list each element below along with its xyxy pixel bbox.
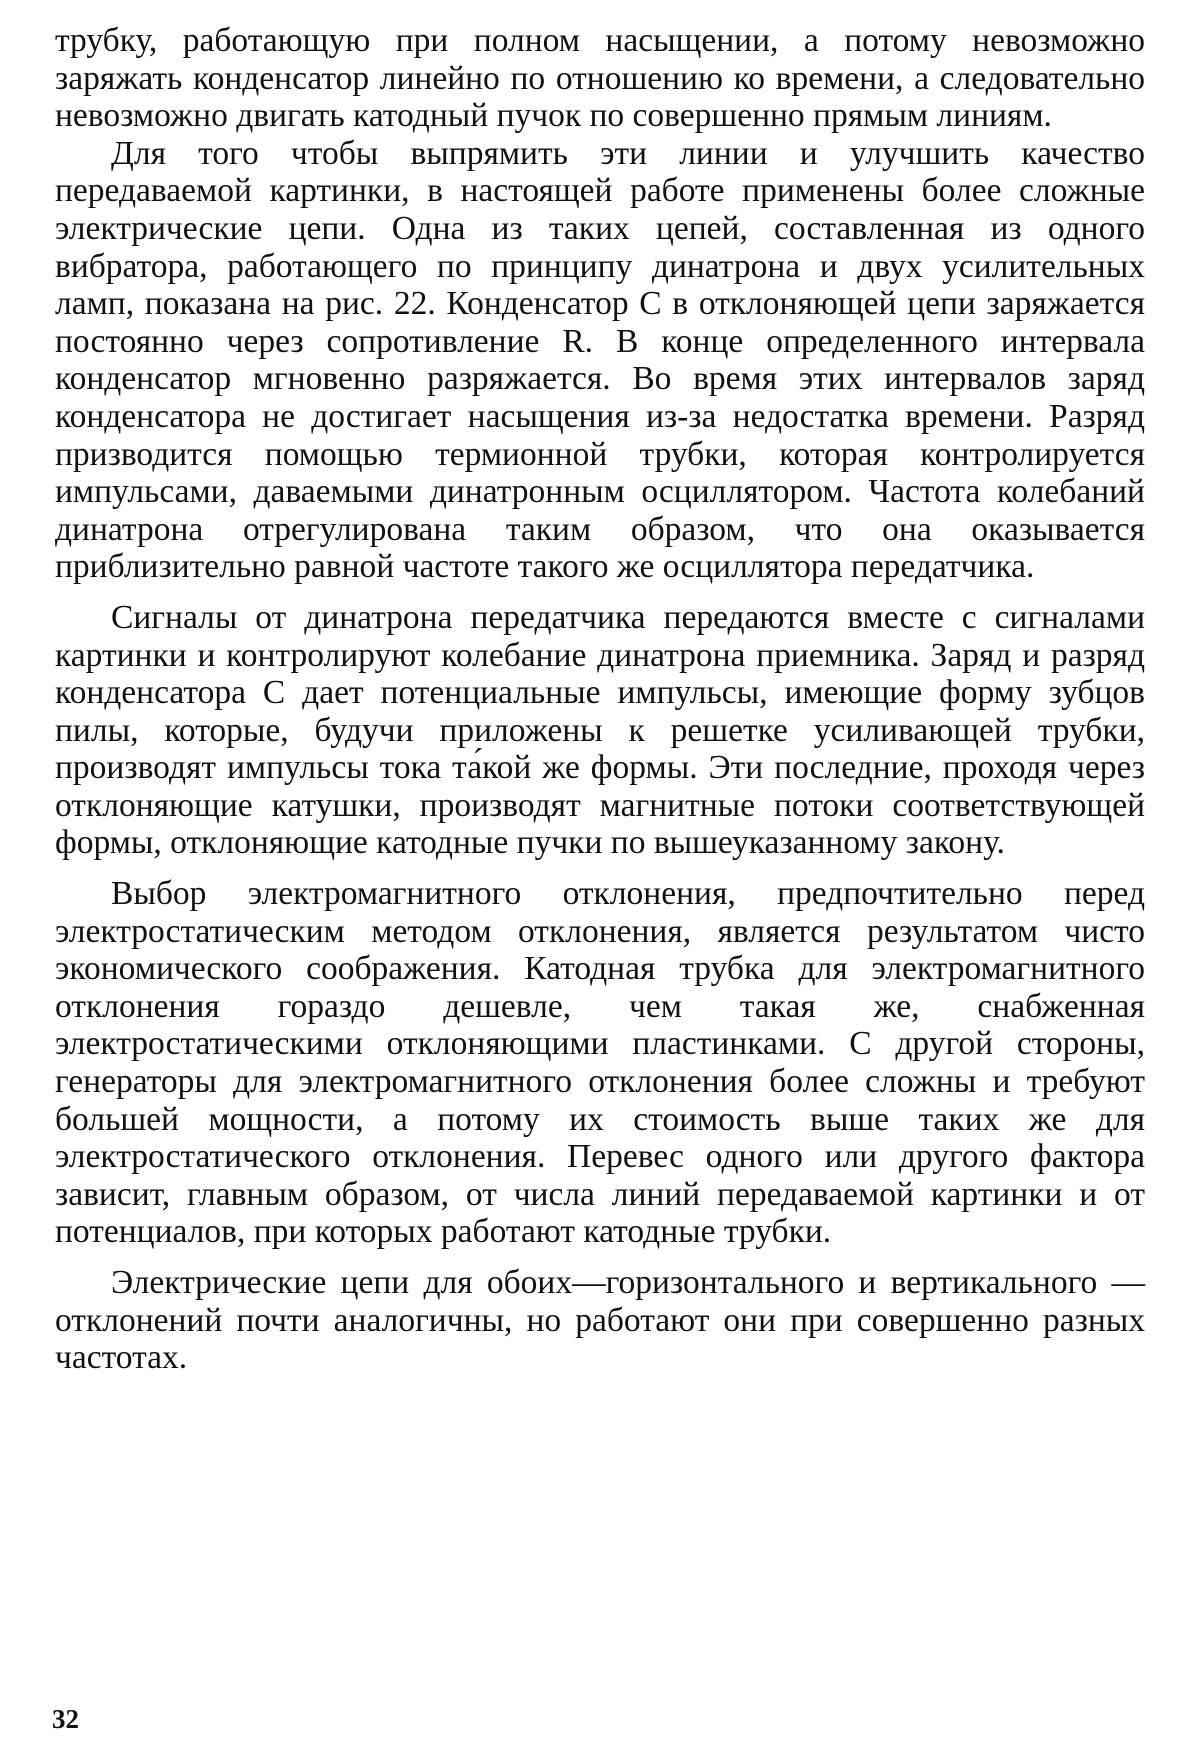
page-number: 32 bbox=[52, 1704, 79, 1734]
paragraph-1: трубку, работающую при полном насыщении, а потому невозможно заряжать конденсатор линейно по отношению ко времени, а следовательно невозможно двигать катодный пучок по совершенно прямым линиям. bbox=[55, 22, 1145, 135]
page-body bbox=[55, 22, 1145, 1377]
paragraph-4: Выбор электромагнитного отклонения, предпочтительно перед электростатическим методом отклонения, является результатом чисто экономического соображения. Катодная трубка для электромагнитного отклонения гораздо дешевле, чем такая же, снабженная электростатическими отклоняющими пластинками. С другой стороны, генераторы для электромагнитного отклонения более сложны и требуют большей мощности, а потому их стоимость выше таких же для электростатического отклонения. Перевес одного или другого фактора зависит, главным образом, от числа линий передаваемой картинки и от потенциалов, при которых работают катодные трубки. bbox=[55, 875, 1145, 1251]
paragraph-3: Сигналы от динатрона передатчика передаются вместе с сигналами картинки и контролируют колебание динатрона приемника. Заряд и разряд конденсатора C дает потенциальные импульсы, имеющие форму зубцов пилы, которые, будучи приложены к решетке усиливающей трубки, производят импульсы тока та́кой же формы. Эти последние, проходя через отклоняющие катушки, производят магнитные потоки соответствующей формы, отклоняющие катодные пучки по вышеуказанному закону. bbox=[55, 598, 1145, 862]
paragraph-5: Электрические цепи для обоих—горизонтального и вертикального —отклонений почти аналогичны, но работают они при совершенно разных частотах. bbox=[55, 1264, 1145, 1377]
paragraph-2: Для того чтобы выпрямить эти линии и улучшить качество передаваемой картинки, в настоящей работе применены более сложные электрические цепи. Одна из таких цепей, составленная из одного вибратора, работающего по принципу динатрона и двух усилительных ламп, показана на рис. 22. Конденсатор C в отклоняющей цепи заряжается постоянно через сопротивление R. В конце определенного интервала конденсатор мгновенно разряжается. Во время этих интервалов заряд конденсатора не достигает насыщения из-за недостатка времени. Разряд призводится помощью термионной трубки, которая контролируется импульсами, даваемыми динатронным осциллятором. Частота колебаний динатрона отрегулирована таким образом, что она оказывается приблизительно равной частоте такого же осциллятора передатчика. bbox=[55, 134, 1145, 586]
